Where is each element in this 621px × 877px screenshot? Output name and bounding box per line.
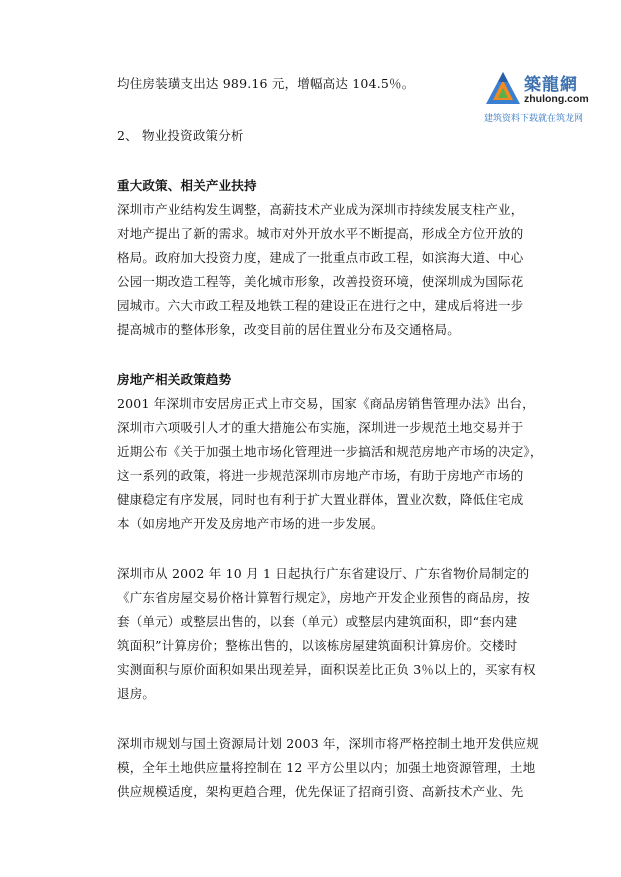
paragraph-line: 套（单元）或整层出售的，以套（单元）或整层内建筑面积，即“套内建 <box>117 614 518 629</box>
paragraph-line: 提高城市的整体形象，改变目前的居住置业分布及交通格局。 <box>117 322 460 337</box>
paragraph-line: 深圳市规划与国土资源局计划 2003 年，深圳市将严格控制土地开发供应规 <box>117 736 539 751</box>
paragraph-line: 供应规模适度，架构更趋合理，优先保证了招商引资、高新技术产业、先 <box>117 784 524 799</box>
paragraph-line: 均住房装璜支出达 989.16 元，增幅高达 104.5％。 <box>117 76 415 91</box>
paragraph-line: 模，全年土地供应量将控制在 12 平方公里以内；加强土地资源管理，土地 <box>117 760 536 775</box>
subheading-trend: 房地产相关政策趋势 <box>117 372 232 387</box>
logo-slogan: 建筑资料下载就在筑龙网 <box>484 114 584 124</box>
paragraph-line: 《广东省房屋交易价格计算暂行规定》，房地产开发企业预售的商品房，按 <box>117 590 530 605</box>
paragraph-line: 本（如房地产开发及房地产市场的进一步发展。 <box>117 516 384 531</box>
paragraph-line: 健康稳定有序发展，同时也有利于扩大置业群体，置业次数，降低住宅成 <box>117 492 524 507</box>
section-heading: 2、 物业投资政策分析 <box>117 128 244 143</box>
paragraph-line: 深圳市产业结构发生调整，高薪技术产业成为深圳市持续发展支柱产业， <box>117 202 524 217</box>
paragraph-line: 对地产提出了新的需求。城市对外开放水平不断提高，形成全方位开放的 <box>117 226 524 241</box>
triangle-logo-icon <box>484 70 522 108</box>
paragraph-line: 深圳市六项吸引人才的重大措施公布实施，深圳进一步规范土地交易并于 <box>117 420 524 435</box>
paragraph-line: 近期公布《关于加强土地市场化管理进一步搞活和规范房地产市场的决定》， <box>117 444 543 459</box>
paragraph-line: 筑面积”计算房价；整栋出售的，以该栋房屋建筑面积计算房价。交楼时 <box>117 638 518 653</box>
paragraph-line: 园城市。六大市政工程及地铁工程的建设正在进行之中，建成后将进一步 <box>117 298 524 313</box>
paragraph-line: 深圳市从 2002 年 10 月 1 日起执行广东省建设厅、广东省物价局制定的 <box>117 566 530 581</box>
paragraph-line: 这一系列的政策，将进一步规范深圳市房地产市场，有助于房地产市场的 <box>117 468 524 483</box>
paragraph-line: 实测面积与原价面积如果出现差异，面积误差比正负 3％以上的，买家有权 <box>117 662 536 677</box>
logo-title: 築龍網 <box>524 75 578 95</box>
logo-domain: zhulong.com <box>524 93 589 105</box>
zhulong-logo[interactable] <box>484 70 610 126</box>
paragraph-line: 2001 年深圳市安居房正式上市交易，国家《商品房销售管理办法》出台， <box>117 396 535 411</box>
subheading-policy: 重大政策、相关产业扶持 <box>117 178 257 193</box>
paragraph-line: 退房。 <box>117 686 156 701</box>
paragraph-line: 公园一期改造工程等，美化城市形象，改善投资环境，使深圳成为国际花 <box>117 274 524 289</box>
paragraph-line: 格局。政府加大投资力度，建成了一批重点市政工程，如滨海大道、中心 <box>117 250 524 265</box>
